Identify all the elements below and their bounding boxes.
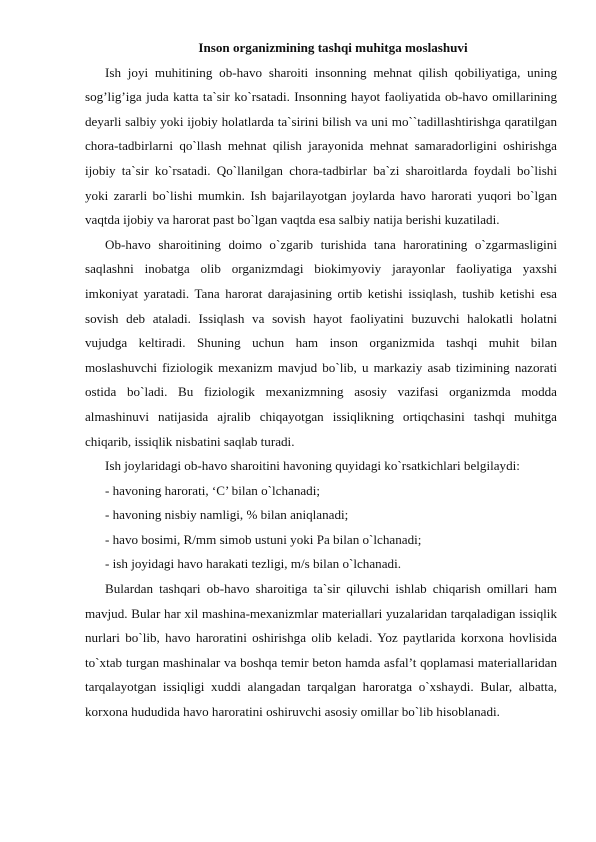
paragraph-thermoregulation: Ob-havo sharoitining doimo o`zgarib turishida tana haroratining o`zgarmasligini saqlashni inobatga olib organizmdagi biokimyoviy jarayonlar faoliyatiga yaxshi imkoniyat yaratadi. Tana harorat darajasining ortib ketishi issiqlash, tushib ketishi esa sovish deb ataladi. Issiqlash va sovish hayot faoliyatini buzuvchi halokatli holatni vujudga keltiradi. Shuning uchun ham inson organizmida tashqi muhit bilan moslashuvchi fiziologik mexanizm mavjud bo`lib, u markaziy asab tizimining nazorati ostida bo`ladi. Bu fiziologik mexanizmning asosiy vazifasi organizmda modda almashinuvi natijasida ajralib chiqayotgan issiqlikning ortiqchasini tashqi muhitga chiqarib, issiqlik nisbatini saqlab turadi. xyxy=(85,236,557,449)
paragraph-production-factors: Bulardan tashqari ob-havo sharoitiga ta`sir qiluvchi ishlab chiqarish omillari ham mavjud. Bular har xil mashina-mexanizmlar materiallari yuzalaridan tarqaladigan issiqlik nurlari bo`lib, havo haroratini oshirishga olib keladi. Yoz paytlarida korxona hovlisida to`xtab turgan mashinalar va boshqa temir beton hamda asfal’t qoplamasi materiallaridan tarqalayotgan issiqligi xuddi alangadan tarqalgan haroratga o`xshaydi. Bular, albatta, korxona hududida havo haroratini oshiruvchi asosiy omillar bo`lib hisoblanadi. xyxy=(85,581,557,720)
list-item-humidity: - havoning nisbiy namligi, % bilan aniqlanadi; xyxy=(105,507,349,523)
paragraph-climate-effects: Ish joyi muhitining ob-havo sharoiti insonning mehnat qilish qobiliyatiga, uning sog’lig’iga juda katta ta`sir ko`rsatadi. Insonning hayot faoliyatida ob-havo omillarining deyarli salbiy yoki ijobiy holatlarda ta`sirini bilish va uni mo``tadillashtirishga qaratilgan chora-tadbirlarni qo`llash mehnat qilish jarayonida mehnat samaradorligini oshirishga ijobiy ta`sir ko`rsatadi. Qo`llanilgan chora-tadbirlar ba`zi sharoitlarda foydali bo`lishi yoki zararli bo`lishi mumkin. Ish bajarilayotgan joylarda havo harorati yuqori bo`lgan vaqtda ijobiy va harorat past bo`lgan vaqtda esa salbiy natija berishi kuzatiladi. xyxy=(85,64,557,228)
list-item-air-speed: - ish joyidagi havo harakati tezligi, m/s bilan o`lchanadi. xyxy=(105,556,401,572)
list-item-pressure: - havo bosimi, R/mm simob ustuni yoki Pa bilan o`lchanadi; xyxy=(105,531,422,547)
document-page xyxy=(85,36,557,725)
list-item-temperature: - havoning harorati, ‘C’ bilan o`lchanadi; xyxy=(105,482,321,498)
paragraph-indicators-intro: Ish joylaridagi ob-havo sharoitini havoning quyidagi ko`rsatkichlari belgilaydi: xyxy=(105,458,520,474)
document-title: Inson organizmining tashqi muhitga moslashuvi xyxy=(198,40,468,55)
